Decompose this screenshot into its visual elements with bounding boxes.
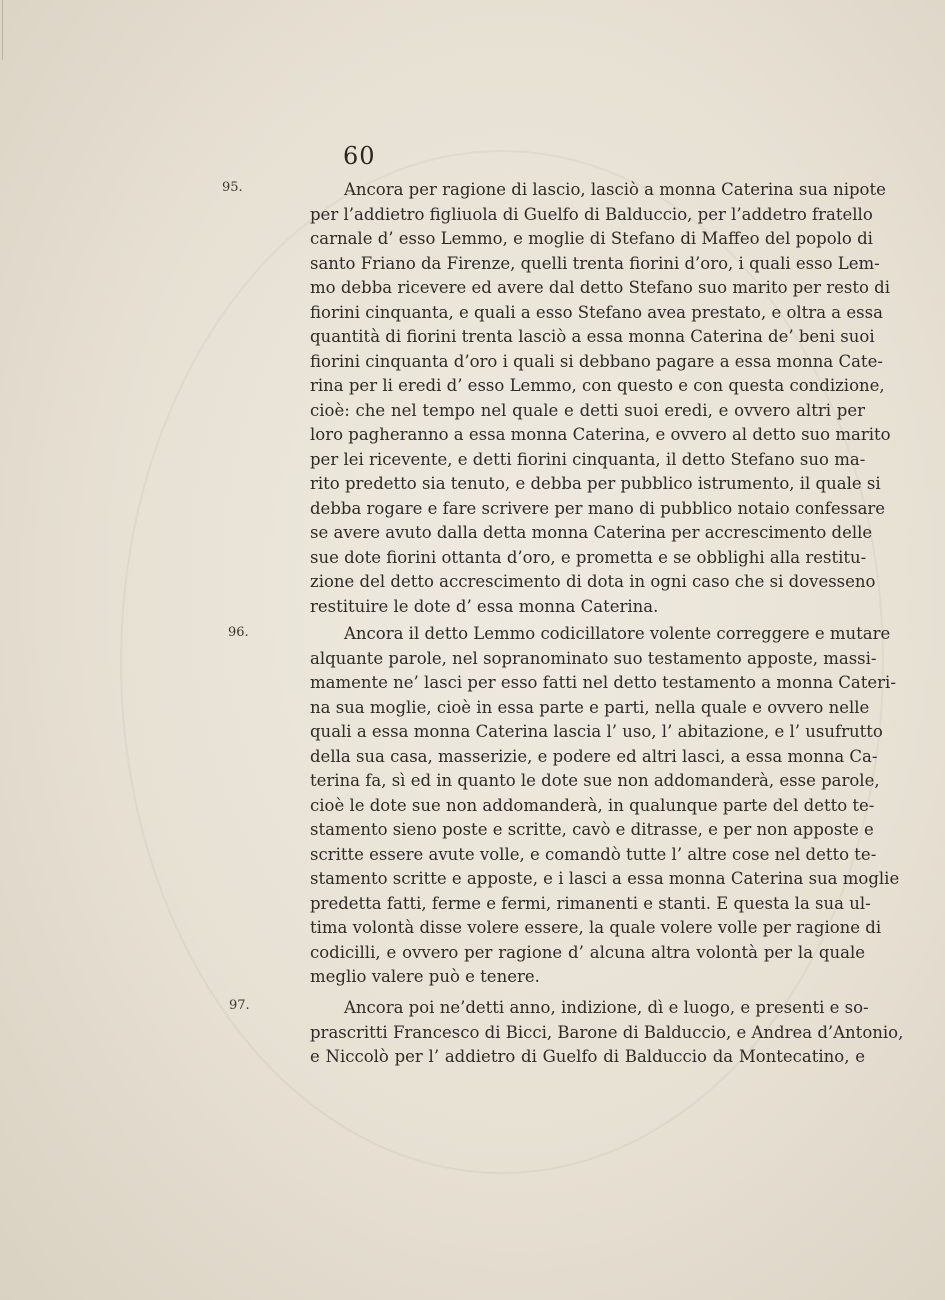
text-line: mamente ne’ lasci per esso fatti nel detto testamento a monna Cateri- — [310, 673, 896, 692]
paragraph-marker: 95. — [222, 180, 243, 195]
text-line: Ancora poi ne’detti anno, indizione, dì e luogo, e presenti e so- — [344, 998, 869, 1017]
text-line: loro pagheranno a essa monna Caterina, e ovvero al detto suo marito — [310, 425, 891, 444]
text-line: fiorini cinquanta d’oro i quali si debbano pagare a essa monna Cate- — [310, 351, 883, 371]
text-line: meglio valere può e tenere. — [310, 967, 540, 986]
text-line: terina fa, sì ed in quanto le dote sue non addomanderà, esse parole, — [310, 771, 880, 790]
text-line: santo Friano da Firenze, quelli trenta fiorini d’oro, i quali esso Lem- — [310, 253, 880, 273]
paragraph-marker: 96. — [228, 625, 249, 640]
paragraph-marker: 97. — [229, 998, 250, 1013]
text-line: alquante parole, nel sopranominato suo testamento apposte, massi- — [310, 648, 877, 668]
text-line: stamento scritte e apposte, e i lasci a essa monna Caterina sua moglie — [310, 869, 900, 888]
text-line: cioè: che nel tempo nel quale e detti suoi eredi, e ovvero altri per — [310, 400, 865, 420]
text-line: tima volontà disse volere essere, la quale volere volle per ragione di — [310, 918, 882, 937]
paragraph-97 — [310, 996, 904, 1070]
text-line: rina per li eredi d’ esso Lemmo, con questo e con questa condizione, — [310, 376, 885, 395]
text-line: cioè le dote sue non addomanderà, in qualunque parte del detto te- — [310, 795, 875, 815]
text-line: quali a essa monna Caterina lascia l’ uso, l’ abitazione, e l’ usufrutto — [310, 722, 883, 741]
text-line: debba rogare e fare scrivere per mano di pubblico notaio confessare — [310, 498, 886, 518]
text-line: predetta fatti, ferme e fermi, rimanenti e stanti. E questa la sua ul- — [310, 893, 871, 913]
text-line: scritte essere avute volle, e comandò tutte l’ altre cose nel detto te- — [310, 844, 877, 864]
text-line: Ancora per ragione di lascio, lasciò a monna Caterina sua nipote — [344, 180, 886, 199]
paragraph-96 — [310, 622, 900, 990]
text-line: quantità di fiorini trenta lasciò a essa monna Caterina de’ beni suoi — [310, 327, 875, 346]
text-line: per lei ricevente, e detti fiorini cinquanta, il detto Stefano suo ma- — [310, 449, 866, 469]
page-number: 60 — [343, 142, 376, 170]
text-line: Ancora il detto Lemmo codicillatore volente correggere e mutare — [344, 624, 891, 643]
text-line: e Niccolò per l’ addietro di Guelfo di Balduccio da Montecatino, e — [310, 1047, 865, 1066]
text-line: se avere avuto dalla detta monna Caterina per accrescimento delle — [310, 523, 873, 542]
text-line: restituire le dote d’ essa monna Caterina. — [310, 596, 659, 616]
text-line: rito predetto sia tenuto, e debba per pubblico istrumento, il quale si — [310, 474, 881, 493]
paragraph-95 — [310, 178, 891, 619]
text-line: stamento sieno poste e scritte, cavò e ditrasse, e per non apposte e — [310, 820, 874, 839]
text-line: fiorini cinquanta, e quali a esso Stefano avea prestato, e oltra a essa — [310, 302, 883, 322]
text-line: carnale d’ esso Lemmo, e moglie di Stefano di Maffeo del popolo di — [310, 229, 873, 248]
text-line: zione del detto accrescimento di dota in ogni caso che si dovesseno — [310, 572, 876, 591]
text-line: prascritti Francesco di Bicci, Barone di Balduccio, e Andrea d’Antonio, — [310, 1022, 904, 1042]
text-line: mo debba ricevere ed avere dal detto Stefano suo marito per resto di — [310, 278, 890, 297]
text-line: na sua moglie, cioè in essa parte e parti, nella quale e ovvero nelle — [310, 697, 870, 717]
binding-edge-mark — [2, 0, 13, 60]
text-line: sue dote fiorini ottanta d’oro, e prometta e se obblighi alla restitu- — [310, 547, 867, 567]
text-line: per l’addietro figliuola di Guelfo di Balduccio, per l’addetro fratello — [310, 204, 873, 224]
text-line: della sua casa, masserizie, e podere ed altri lasci, a essa monna Ca- — [310, 746, 878, 766]
text-line: codicilli, e ovvero per ragione d’ alcuna altra volontà per la quale — [310, 942, 865, 962]
